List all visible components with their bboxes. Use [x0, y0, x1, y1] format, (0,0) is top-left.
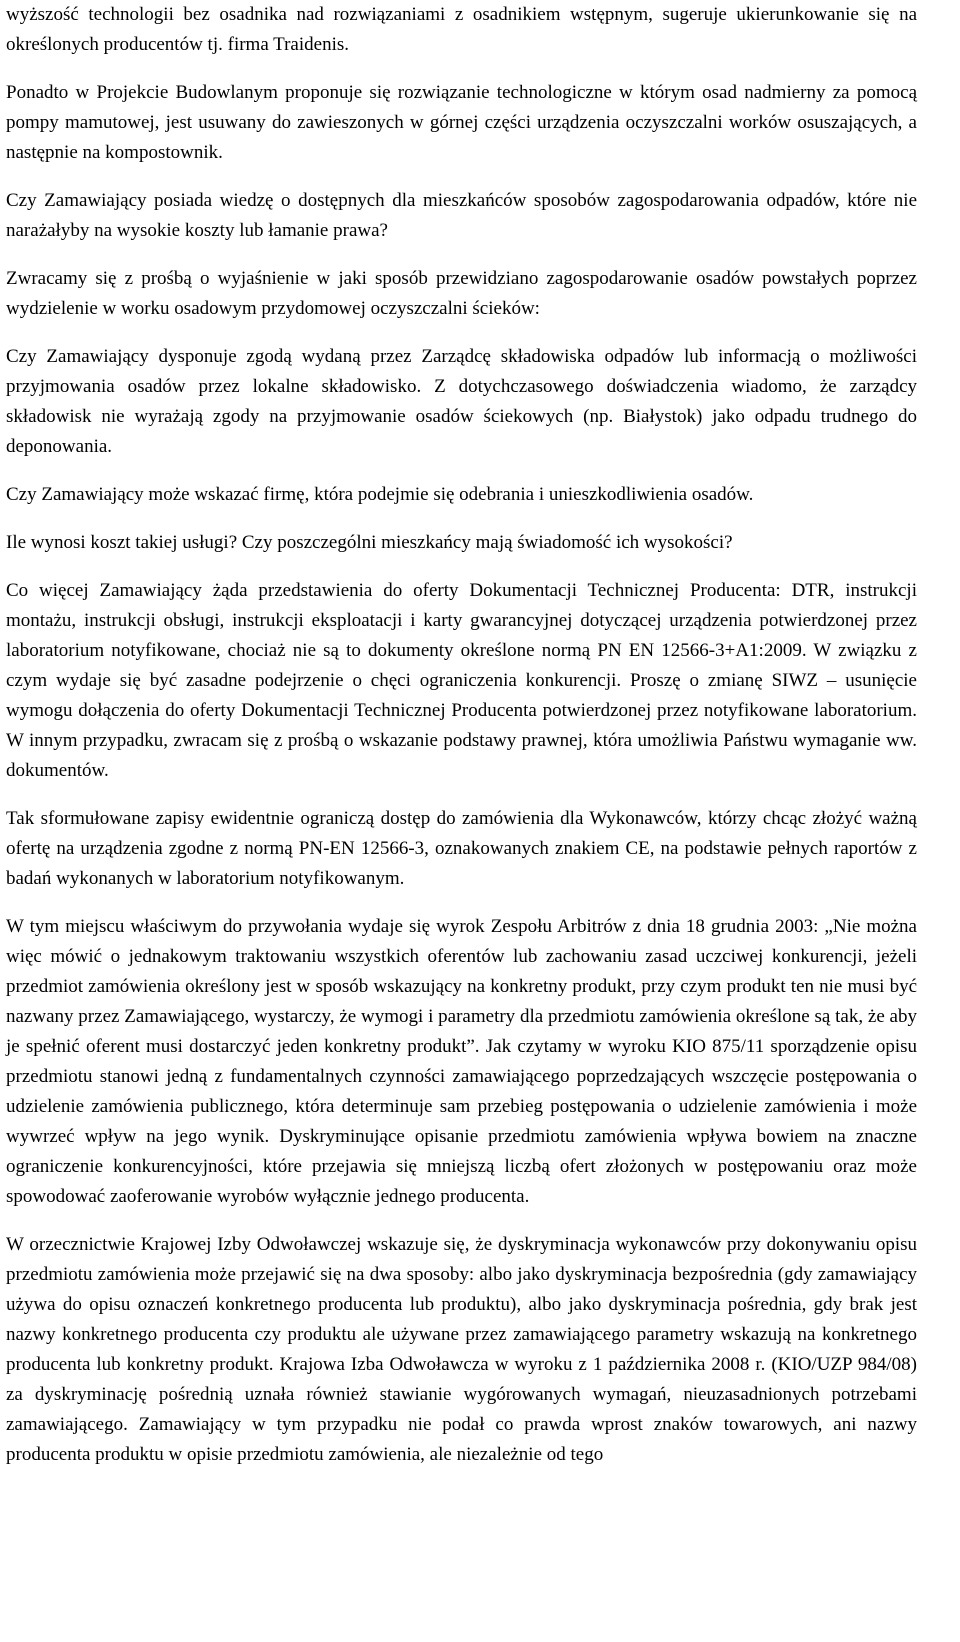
paragraph-technical-documentation: Co więcej Zamawiający żąda przedstawienia do oferty Dokumentacji Technicznej Producenta: DTR, instrukcji montażu, instrukcji obsługi, instrukcji eksploatacji i karty gwarancyjnej dotyczącej urządzenia potwierdzonej przez laboratorium notyfikowane, chociaż nie są to dokumenty określone normą PN EN 12566-3+A1:2009. W związku z czym wydaje się być zasadne podejrzenie o chęci ograniczenia konkurencji. Proszę o zmianę SIWZ – usunięcie wymogu dołączenia do oferty Dokumentacji Technicznej Producenta potwierdzonej przez notyfikowane laboratorium. W innym przypadku, zwracam się z prośbą o wskazanie podstawy prawnej, która umożliwia Państwu wymaganie ww. dokumentów.: [6, 580, 917, 781]
paragraph-company-question: Czy Zamawiający może wskazać firmę, która podejmie się odebrania i unieszkodliwienia osadów.: [6, 484, 754, 505]
paragraph-landfill-consent-question: Czy Zamawiający dysponuje zgodą wydaną przez Zarządcę składowiska odpadów lub informacją o możliwości przyjmowania osadów przez lokalne składowisko. Z dotychczasowego doświadczenia wiadomo, że zarządcy składowisk nie wyrażają zgody na przyjmowanie osadów ściekowych (np. Białystok) jako odpadu trudnego do deponowania.: [6, 346, 917, 457]
paragraph-technology-preference: wyższość technologii bez osadnika nad rozwiązaniami z osadnikiem wstępnym, sugeruje ukierunkowanie się na określonych producentów tj. firma Traidenis.: [6, 4, 917, 55]
paragraph-sludge-management-request: Zwracamy się z prośbą o wyjaśnienie w jaki sposób przewidziano zagospodarowanie osadów powstałych poprzez wydzielenie w worku osadowym przydomowej oczyszczalni ścieków:: [6, 268, 917, 319]
paragraph-waste-knowledge-question: Czy Zamawiający posiada wiedzę o dostępnych dla mieszkańców sposobów zagospodarowania odpadów, które nie narażałyby na wysokie koszty lub łamanie prawa?: [6, 190, 917, 241]
paragraph-kio-jurisprudence: W orzecznictwie Krajowej Izby Odwoławczej wskazuje się, że dyskryminacja wykonawców przy dokonywaniu opisu przedmiotu zamówienia może przejawić się na dwa sposoby: albo jako dyskryminacja bezpośrednia (gdy zamawiający używa do opisu oznaczeń konkretnego producenta lub produktu), albo jako dyskryminacja pośrednia, gdy brak jest nazwy konkretnego producenta czy produktu ale używane przez zamawiającego parametry wskazują na konkretnego producenta lub konkretny produkt. Krajowa Izba Odwoławcza w wyroku z 1 października 2008 r. (KIO/UZP 984/08) za dyskryminację pośrednią uznała również stawianie wygórowanych wymagań, nieuzasadnionych potrzebami zamawiającego. Zamawiający w tym przypadku nie podał co prawda wprost znaków towarowych, ani nazwy producenta produktu w opisie przedmiotu zamówienia, ale niezależnie od tego: [6, 1234, 917, 1465]
document-page: [6, 0, 917, 1488]
paragraph-sludge-removal: Ponadto w Projekcie Budowlanym proponuje się rozwiązanie technologiczne w którym osad nadmierny za pomocą pompy mamutowej, jest usuwany do zawieszonych w górnej części urządzenia oczyszczalni worków osuszających, a następnie na kompostownik.: [6, 82, 917, 163]
paragraph-arbitration-ruling: W tym miejscu właściwym do przywołania wydaje się wyrok Zespołu Arbitrów z dnia 18 grudnia 2003: „Nie można więc mówić o jednakowym traktowaniu wszystkich oferentów lub zachowaniu zasad uczciwej konkurencji, jeżeli przedmiot zamówienia określony jest w sposób wskazujący na konkretny produkt, przy czym produkt ten nie musi być nazwany przez Zamawiającego, wystarczy, że wymogi i parametry dla przedmiotu zamówienia określone są tak, że aby je spełnić oferent musi dostarczyć jeden konkretny produkt”. Jak czytamy w wyroku KIO 875/11 sporządzenie opisu przedmiotu stanowi jedną z fundamentalnych czynności zamawiającego poprzedzających wszczęcie postępowania o udzielenie zamówienia publicznego, która determinuje sam przebieg postępowania o udzielenie zamówienia i może wywrzeć wpływ na jego wynik. Dyskryminujące opisanie przedmiotu zamówienia wpływa bowiem na znaczne ograniczenie konkurencyjności, które przejawia się mniejszą liczbą ofert złożonych w postępowaniu oraz może spowodować zaoferowanie wyrobów wyłącznie jednego producenta.: [6, 916, 917, 1207]
paragraph-access-limitation: Tak sformułowane zapisy ewidentnie ograniczą dostęp do zamówienia dla Wykonawców, którzy chcąc złożyć ważną ofertę na urządzenia zgodne z normą PN-EN 12566-3, oznakowanych znakiem CE, na podstawie pełnych raportów z badań wykonanych w laboratorium notyfikowanym.: [6, 808, 917, 889]
paragraph-cost-question: Ile wynosi koszt takiej usługi? Czy poszczególni mieszkańcy mają świadomość ich wysokości?: [6, 532, 733, 553]
